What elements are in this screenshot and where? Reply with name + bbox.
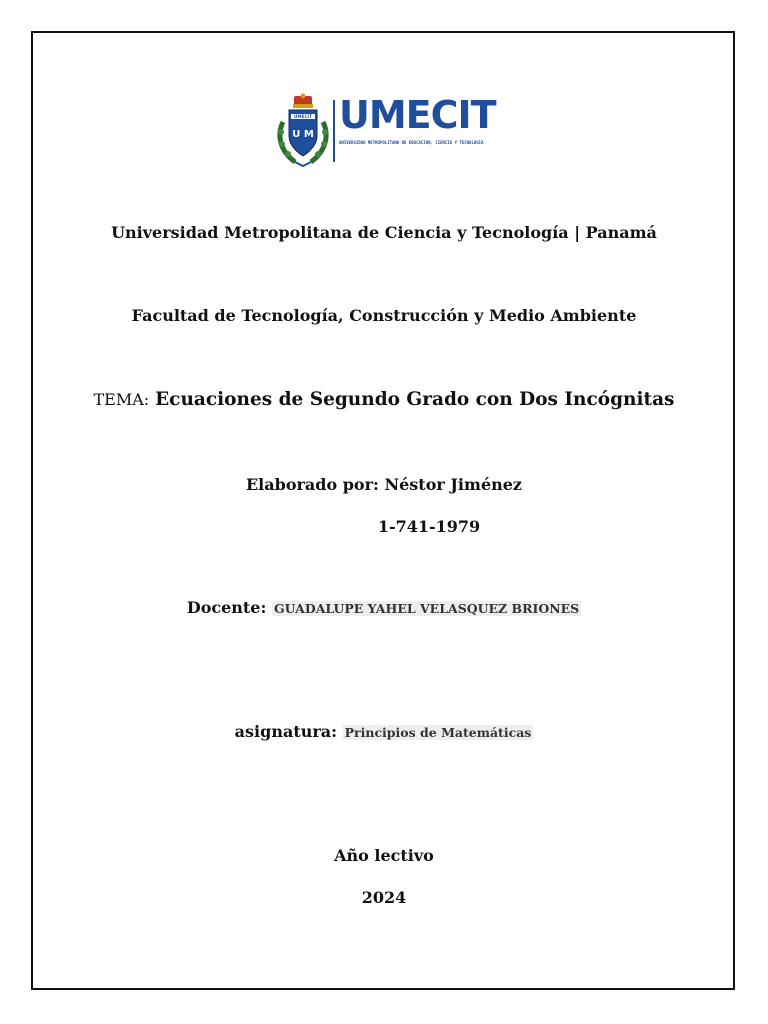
faculty-name: Facultad de Tecnología, Construcción y Medio Ambiente	[131, 306, 637, 325]
topic-label: TEMA:	[93, 390, 150, 409]
crest-letters: U M	[292, 129, 314, 140]
author-name: Néstor Jiménez	[384, 475, 523, 494]
logo-divider	[333, 100, 335, 162]
umecit-logo	[273, 92, 503, 172]
author-line	[0, 475, 768, 494]
crest-label: UMECIT	[294, 114, 312, 120]
university-name: Universidad Metropolitana de Ciencia y Tecnología | Panamá	[111, 223, 657, 242]
academic-year-value: 2024	[361, 888, 407, 907]
teacher-label: Docente:	[186, 598, 267, 617]
academic-year-label: Año lectivo	[334, 846, 434, 865]
subject-line	[0, 722, 768, 741]
crest-icon	[273, 92, 333, 170]
topic-line	[0, 389, 768, 410]
logo-wordmark: UMECIT	[339, 93, 496, 137]
subject-name: Principios de Matemáticas	[344, 725, 532, 740]
logo-subtitle: UNIVERSIDAD METROPOLITANA DE EDUCACIÓN, CIENCIA Y TECNOLOGÍA	[339, 140, 484, 145]
teacher-line	[0, 598, 768, 617]
teacher-name: GUADALUPE YAHEL VELASQUEZ BRIONES	[273, 601, 580, 616]
author-label: Elaborado por:	[245, 475, 379, 494]
author-id: 1-741-1979	[377, 517, 481, 536]
subject-label: asignatura:	[234, 722, 338, 741]
topic-title: Ecuaciones de Segundo Grado con Dos Incógnitas	[155, 389, 675, 410]
